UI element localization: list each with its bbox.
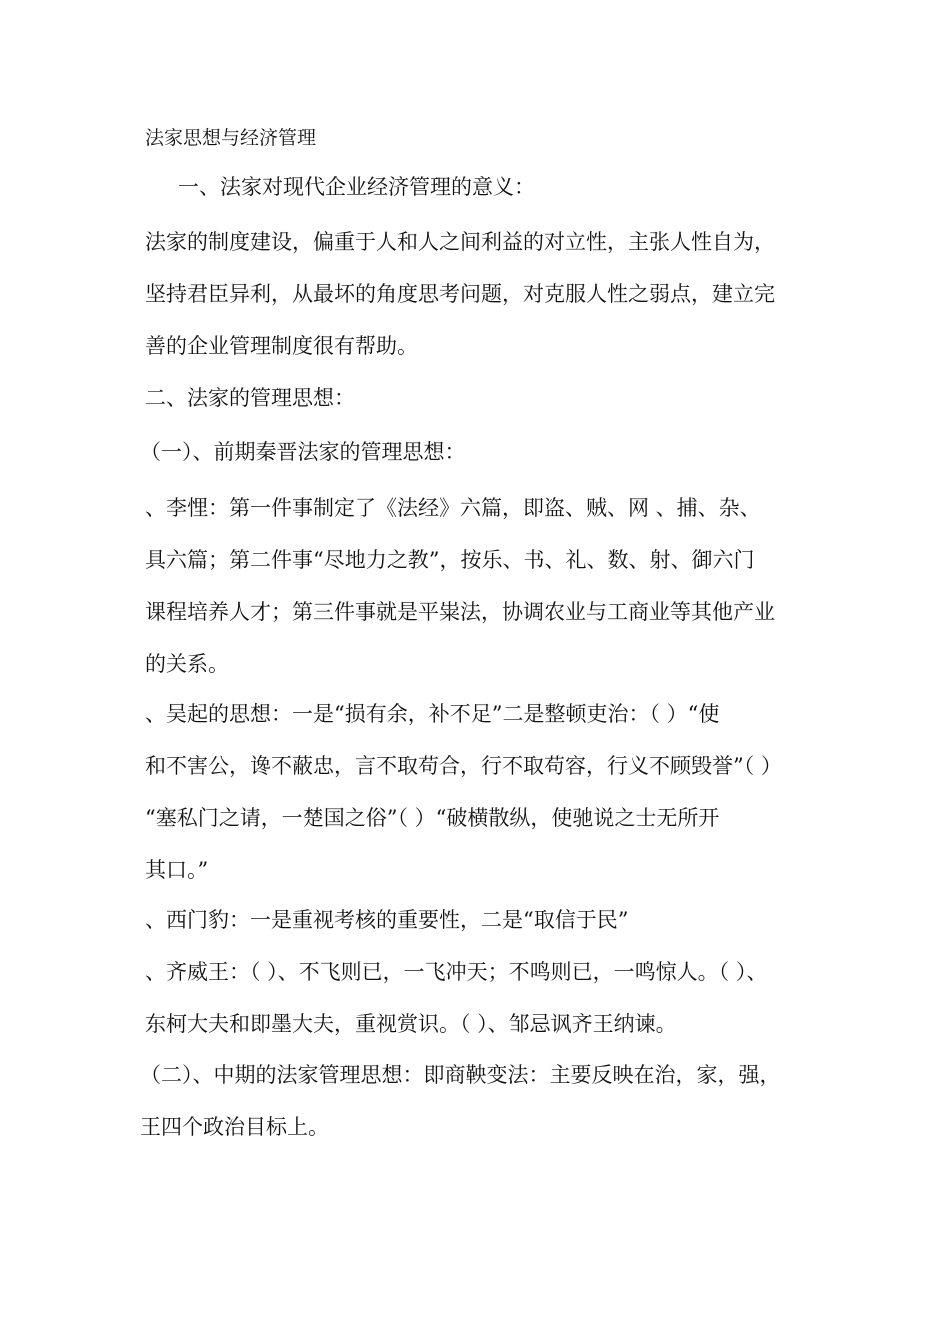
paragraph-line: 坚持君臣异利，从最坏的角度思考问题，对克服人性之弱点，建立完 <box>145 282 775 306</box>
paragraph-line: 课程培养人才；第三件事就是平粜法，协调农业与工商业等其他产业 <box>145 600 775 624</box>
paragraph-line: 具六篇；第二件事“尽地力之教”，按乐、书、礼、数、射、御六门 <box>145 548 755 572</box>
section1-heading: 一、法家对现代企业经济管理的意义： <box>178 175 535 199</box>
heading-line: （一）、前期秦晋法家的管理思想： <box>140 440 466 464</box>
qi-weiwang-paragraph <box>145 946 813 1050</box>
paragraph-line: 、齐威王：（ ）、不飞则已，一飞冲天；不鸣则已，一鸣惊人。（ ）、 <box>145 960 768 984</box>
paragraph-line: （二）、中期的法家管理思想：即商鞅变法：主要反映在治，家，强， <box>140 1063 781 1087</box>
ximen-bao-paragraph <box>145 894 813 946</box>
subsection1-heading <box>140 426 808 478</box>
paragraph-line: 和不害公，谗不蔽忠，言不取苟合，行不取苟容，行义不顾毁誉”（ ） <box>145 754 782 778</box>
li-kui-paragraph <box>145 482 813 690</box>
paragraph-line: 善的企业管理制度很有帮助。 <box>145 334 418 358</box>
paragraph-line: 东柯大夫和即墨大夫，重视赏识。（ ）、邹忌讽齐王纳谏。 <box>145 1012 677 1036</box>
section1-paragraph <box>145 216 813 372</box>
document-title: 法家思想与经济管理 <box>145 127 317 149</box>
wu-qi-paragraph <box>145 688 813 896</box>
paragraph-line: 其口。” <box>145 858 209 882</box>
paragraph-line: 、李悝：第一件事制定了《法经》六篇，即盗、贼、网 、捕、杂、 <box>145 496 761 520</box>
paragraph-line: 的关系。 <box>145 652 229 676</box>
paragraph-line: 王四个政治目标上。 <box>140 1115 329 1139</box>
paragraph-line: 、西门豹：一是重视考核的重要性，二是“取信于民” <box>145 908 629 932</box>
paragraph-line: “塞私门之请，一楚国之俗”（ ）“破横散纵，使驰说之士无所开 <box>145 806 720 830</box>
paragraph-line: 法家的制度建设，偏重于人和人之间利益的对立性，主张人性自为， <box>145 230 775 254</box>
subsection2-paragraph <box>140 1049 808 1153</box>
paragraph-line: 、吴起的思想：一是“损有余，补不足”二是整顿吏治：（ ）“使 <box>145 702 720 726</box>
section2-heading <box>145 372 813 424</box>
heading-line: 二、法家的管理思想： <box>145 386 355 410</box>
